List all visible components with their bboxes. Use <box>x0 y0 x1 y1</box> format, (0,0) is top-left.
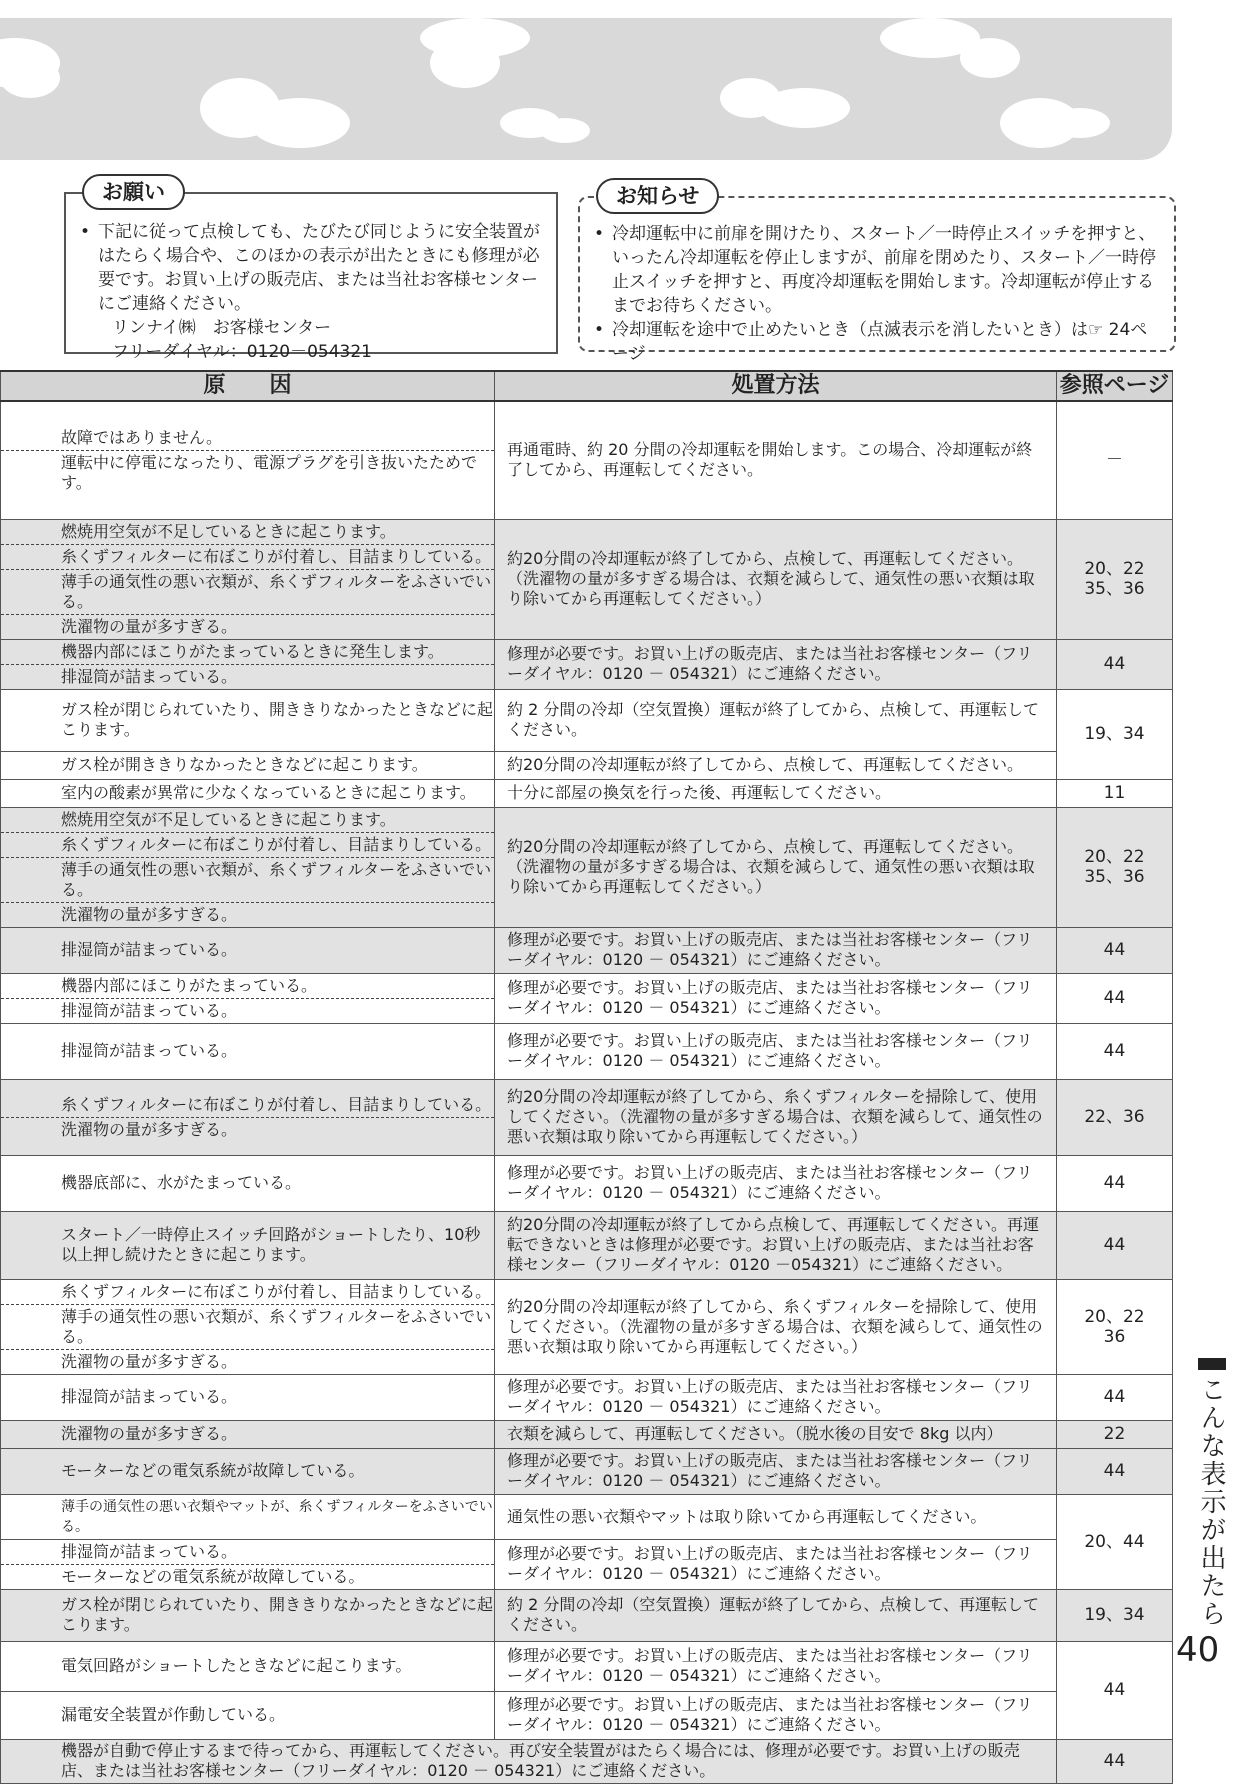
cause-text: 室内の酸素が異常に少なくなっているときに起こります。 <box>61 783 476 802</box>
action-cell: 約20分間の冷却運転が終了してから、点検して、再運転してください。（洗濯物の量が多すぎる場合は、衣類を減らして、通気性の悪い衣類は取り除いてから再運転してください。） <box>495 807 1057 927</box>
table-row <box>1 1374 1173 1420</box>
cause-text: 薄手の通気性の悪い衣類やマットが、糸くずフィルターをふさいでいる。 <box>61 1498 493 1535</box>
action-cell: 約20分間の冷却運転が終了してから、点検して、再運転してください。（洗濯物の量が多すぎる場合は、衣類を減らして、通気性の悪い衣類は取り除いてから再運転してください。） <box>495 519 1057 639</box>
cause-text: 運転中に停電になったり、電源プラグを引き抜いたためです。 <box>61 452 478 492</box>
side-marker <box>1198 1358 1226 1370</box>
ref-cell: 44 <box>1057 1374 1173 1420</box>
ref-cell: 44 <box>1057 1155 1173 1211</box>
ref-cell: 44 <box>1057 973 1173 1023</box>
table-footer-row <box>1 1739 1173 1783</box>
action-cell: 約 2 分間の冷却（空気置換）運転が終了してから、点検して、再運転してください。 <box>495 689 1057 751</box>
cause-text: 機器内部にほこりがたまっている。 <box>1 974 494 999</box>
table-row <box>1 973 1173 1023</box>
table-row <box>1 1279 1173 1374</box>
request-box <box>64 180 558 362</box>
bullet: • <box>594 224 605 244</box>
header-action: 処置方法 <box>495 371 1057 401</box>
bullet: • <box>80 222 91 242</box>
cause-text: 糸くずフィルターに布ぼこりが付着し、目詰まりしている。 <box>1 1093 494 1118</box>
action-cell: 修理が必要です。お買い上げの販売店、または当社お客様センター（フリーダイヤル：0120 － 054321）にご連絡ください。 <box>495 973 1057 1023</box>
cloud-shape <box>960 38 1020 78</box>
notice-text-1: 冷却運転中に前扉を開けたり、スタート／一時停止スイッチを押すと、いったん冷却運転を停止しますが、前扉を閉めたり、スタート／一時停止スイッチを押すと、再度冷却運転を開始します。冷却運転が停止するまでお待ちください。 <box>612 224 1156 316</box>
table-row <box>1 1641 1173 1691</box>
table-row <box>1 927 1173 973</box>
footer-text: 機器が自動で停止するまで待ってから、再運転してください。再び安全装置がはたらく場合には、修理が必要です。お買い上げの販売店、または当社お客様センター（フリーダイヤル：0120 － 054321）にご連絡ください。 <box>1 1739 1057 1783</box>
cause-cell <box>1 639 495 689</box>
cause-cell <box>1 1023 495 1079</box>
cloud-shape <box>1050 108 1110 138</box>
cause-cell <box>1 689 495 751</box>
cause-cell <box>1 519 495 639</box>
cause-cell <box>1 1155 495 1211</box>
ref-cell: 19、34 <box>1057 1589 1173 1641</box>
action-cell: 修理が必要です。お買い上げの販売店、または当社お客様センター（フリーダイヤル：0120 － 054321）にご連絡ください。 <box>495 1374 1057 1420</box>
cause-text: 電気回路がショートしたときなどに起こります。 <box>61 1656 412 1675</box>
cause-text: ガス栓が閉じられていたり、開ききりなかったときなどに起こります。 <box>61 700 494 739</box>
ref-cell: － <box>1057 401 1173 519</box>
cause-cell <box>1 1448 495 1494</box>
cause-text: 燃焼用空気が不足しているときに起こります。 <box>1 808 494 833</box>
cause-cell <box>1 973 495 1023</box>
action-cell: 通気性の悪い衣類やマットは取り除いてから再運転してください。 <box>495 1494 1057 1539</box>
action-cell: 修理が必要です。お買い上げの販売店、または当社お客様センター（フリーダイヤル：0120 － 054321）にご連絡ください。 <box>495 1539 1057 1589</box>
cause-cell <box>1 1279 495 1374</box>
ref-cell: 19、34 <box>1057 689 1173 779</box>
cause-text: 薄手の通気性の悪い衣類が、糸くずフィルターをふさいでいる。 <box>1 1305 494 1350</box>
cause-text: 排湿筒が詰まっている。 <box>1 1540 494 1565</box>
cause-text: 洗濯物の量が多すぎる。 <box>61 1351 238 1371</box>
cause-cell <box>1 1374 495 1420</box>
notice-title: お知らせ <box>596 178 719 214</box>
ref-cell: 44 <box>1057 927 1173 973</box>
troubleshooting-table <box>0 370 1173 1784</box>
table-row <box>1 1448 1173 1494</box>
cause-cell <box>1 1211 495 1279</box>
cause-text: 排湿筒が詰まっている。 <box>61 940 238 959</box>
cause-text: 機器底部に、水がたまっている。 <box>61 1173 302 1192</box>
cause-text: 糸くずフィルターに布ぼこりが付着し、目詰まりしている。 <box>1 545 494 570</box>
cause-text: 排湿筒が詰まっている。 <box>61 1387 238 1406</box>
cause-text: 洗濯物の量が多すぎる。 <box>61 1119 238 1139</box>
phone-number: フリーダイヤル：0120－054321 <box>112 342 372 362</box>
cause-text: 薄手の通気性の悪い衣類が、糸くずフィルターをふさいでいる。 <box>1 570 494 615</box>
company-name: リンナイ㈱ お客様センター <box>112 318 332 338</box>
cause-text: 排湿筒が詰まっている。 <box>61 1041 238 1060</box>
action-cell: 修理が必要です。お買い上げの販売店、または当社お客様センター（フリーダイヤル：0120 － 054321）にご連絡ください。 <box>495 1023 1057 1079</box>
action-cell: 十分に部屋の換気を行った後、再運転してください。 <box>495 779 1057 807</box>
header-banner <box>0 18 1172 160</box>
cause-text: 排湿筒が詰まっている。 <box>61 666 238 686</box>
action-cell: 約20分間の冷却運転が終了してから、糸くずフィルターを掃除して、使用してください。（洗濯物の量が多すぎる場合は、衣類を減らして、通気性の悪い衣類は取り除いてから再運転してください。） <box>495 1079 1057 1155</box>
cause-text: 洗濯物の量が多すぎる。 <box>61 904 238 924</box>
table-row <box>1 519 1173 639</box>
cause-cell <box>1 401 495 519</box>
table-row <box>1 1691 1173 1739</box>
ref-cell: 11 <box>1057 779 1173 807</box>
cause-cell <box>1 1494 495 1539</box>
cause-cell <box>1 1641 495 1691</box>
cause-text: スタート／一時停止スイッチ回路がショートしたり、10秒以上押し続けたときに起こります。 <box>61 1225 481 1264</box>
header-cause: 原 因 <box>1 371 495 401</box>
cause-cell <box>1 807 495 927</box>
table-row <box>1 1155 1173 1211</box>
cause-text: モーターなどの電気系統が故障している。 <box>61 1566 365 1586</box>
ref-cell: 44 <box>1057 1641 1173 1739</box>
cause-text: モーターなどの電気系統が故障している。 <box>61 1461 365 1480</box>
ref-cell: 20、22 35、36 <box>1057 807 1173 927</box>
cause-cell <box>1 1539 495 1589</box>
ref-cell: 22、36 <box>1057 1079 1173 1155</box>
request-text: 下記に従って点検しても、たびたび同じように安全装置がはたらく場合や、このほかの表示が出たときにも修理が必要です。お買い上げの販売店、または当社お客様センターにご連絡ください。 <box>98 222 540 314</box>
cause-cell <box>1 1079 495 1155</box>
table-row <box>1 1420 1173 1448</box>
table-row <box>1 1494 1173 1539</box>
table-row <box>1 779 1173 807</box>
cause-text: 漏電安全装置が作動している。 <box>61 1705 286 1724</box>
cause-text: 糸くずフィルターに布ぼこりが付着し、目詰まりしている。 <box>1 833 494 858</box>
ref-cell: 44 <box>1057 1448 1173 1494</box>
table-row <box>1 1079 1173 1155</box>
table-row <box>1 1023 1173 1079</box>
request-title: お願い <box>82 174 185 210</box>
cause-text: 故障ではありません。 <box>1 426 494 451</box>
cause-text: 洗濯物の量が多すぎる。 <box>61 616 238 636</box>
notice-box <box>578 184 1176 364</box>
bullet: • <box>594 320 605 340</box>
action-cell: 修理が必要です。お買い上げの販売店、または当社お客様センター（フリーダイヤル：0120 － 054321）にご連絡ください。 <box>495 1691 1057 1739</box>
ref-cell: 44 <box>1057 1023 1173 1079</box>
action-cell: 約20分間の冷却運転が終了してから、点検して、再運転してください。 <box>495 751 1057 779</box>
ref-cell: 20、22 36 <box>1057 1279 1173 1374</box>
table-row <box>1 401 1173 519</box>
cause-text: 排湿筒が詰まっている。 <box>61 1000 238 1020</box>
action-cell: 修理が必要です。お買い上げの販売店、または当社お客様センター（フリーダイヤル：0120 － 054321）にご連絡ください。 <box>495 1155 1057 1211</box>
ref-cell: 22 <box>1057 1420 1173 1448</box>
action-cell: 約20分間の冷却運転が終了してから点検して、再運転してください。再運転できないときは修理が必要です。お買い上げの販売店、または当社お客様センター（フリーダイヤル：0120 －054321）にご連絡ください。 <box>495 1211 1057 1279</box>
cause-text: ガス栓が開ききりなかったときなどに起こります。 <box>61 755 428 774</box>
table-row <box>1 1539 1173 1589</box>
action-cell: 修理が必要です。お買い上げの販売店、または当社お客様センター（フリーダイヤル：0120 － 054321）にご連絡ください。 <box>495 1448 1057 1494</box>
header-ref: 参照ページ <box>1057 371 1173 401</box>
cloud-shape <box>540 118 590 143</box>
cloud-shape <box>250 98 350 148</box>
action-cell: 修理が必要です。お買い上げの販売店、または当社お客様センター（フリーダイヤル：0120 － 054321）にご連絡ください。 <box>495 927 1057 973</box>
table-row <box>1 1211 1173 1279</box>
cloud-shape <box>0 58 60 98</box>
cause-text: 洗濯物の量が多すぎる。 <box>61 1424 238 1443</box>
cause-cell <box>1 1420 495 1448</box>
action-cell: 修理が必要です。お買い上げの販売店、または当社お客様センター（フリーダイヤル：0120 － 054321）にご連絡ください。 <box>495 639 1057 689</box>
table-row <box>1 807 1173 927</box>
cause-text: ガス栓が閉じられていたり、開ききりなかったときなどに起こります。 <box>61 1595 494 1634</box>
cause-text: 薄手の通気性の悪い衣類が、糸くずフィルターをふさいでいる。 <box>1 858 494 903</box>
table-row <box>1 639 1173 689</box>
action-cell: 約20分間の冷却運転が終了してから、糸くずフィルターを掃除して、使用してください。（洗濯物の量が多すぎる場合は、衣類を減らして、通気性の悪い衣類は取り除いてから再運転してください。） <box>495 1279 1057 1374</box>
cause-cell <box>1 751 495 779</box>
table-row <box>1 689 1173 751</box>
ref-cell: 20、22 35、36 <box>1057 519 1173 639</box>
cause-text: 機器内部にほこりがたまっているときに発生します。 <box>1 640 494 665</box>
page-number: 40 <box>1176 1630 1220 1670</box>
cause-cell <box>1 1691 495 1739</box>
cause-cell <box>1 779 495 807</box>
action-cell: 再通電時、約 20 分間の冷却運転を開始します。この場合、冷却運転が終了してから、再運転してください。 <box>495 401 1057 519</box>
table-row <box>1 1589 1173 1641</box>
action-cell: 衣類を減らして、再運転してください。（脱水後の目安で 8kg 以内） <box>495 1420 1057 1448</box>
ref-cell: 44 <box>1057 1211 1173 1279</box>
table-row <box>1 751 1173 779</box>
cause-cell <box>1 1589 495 1641</box>
cloud-shape <box>430 38 500 88</box>
cloud-shape <box>760 88 850 128</box>
action-cell: 修理が必要です。お買い上げの販売店、または当社お客様センター（フリーダイヤル：0120 － 054321）にご連絡ください。 <box>495 1641 1057 1691</box>
cause-text: 燃焼用空気が不足しているときに起こります。 <box>1 520 494 545</box>
side-section-label: こんな表示が出たら <box>1196 1376 1226 1628</box>
cause-cell <box>1 927 495 973</box>
notice-text-2: 冷却運転を途中で止めたいとき（点滅表示を消したいとき）は☞ 24ページ <box>612 320 1148 364</box>
ref-cell: 44 <box>1057 639 1173 689</box>
footer-ref: 44 <box>1057 1739 1173 1783</box>
ref-cell: 20、44 <box>1057 1494 1173 1589</box>
cause-text: 糸くずフィルターに布ぼこりが付着し、目詰まりしている。 <box>1 1280 494 1305</box>
action-cell: 約 2 分間の冷却（空気置換）運転が終了してから、点検して、再運転してください。 <box>495 1589 1057 1641</box>
